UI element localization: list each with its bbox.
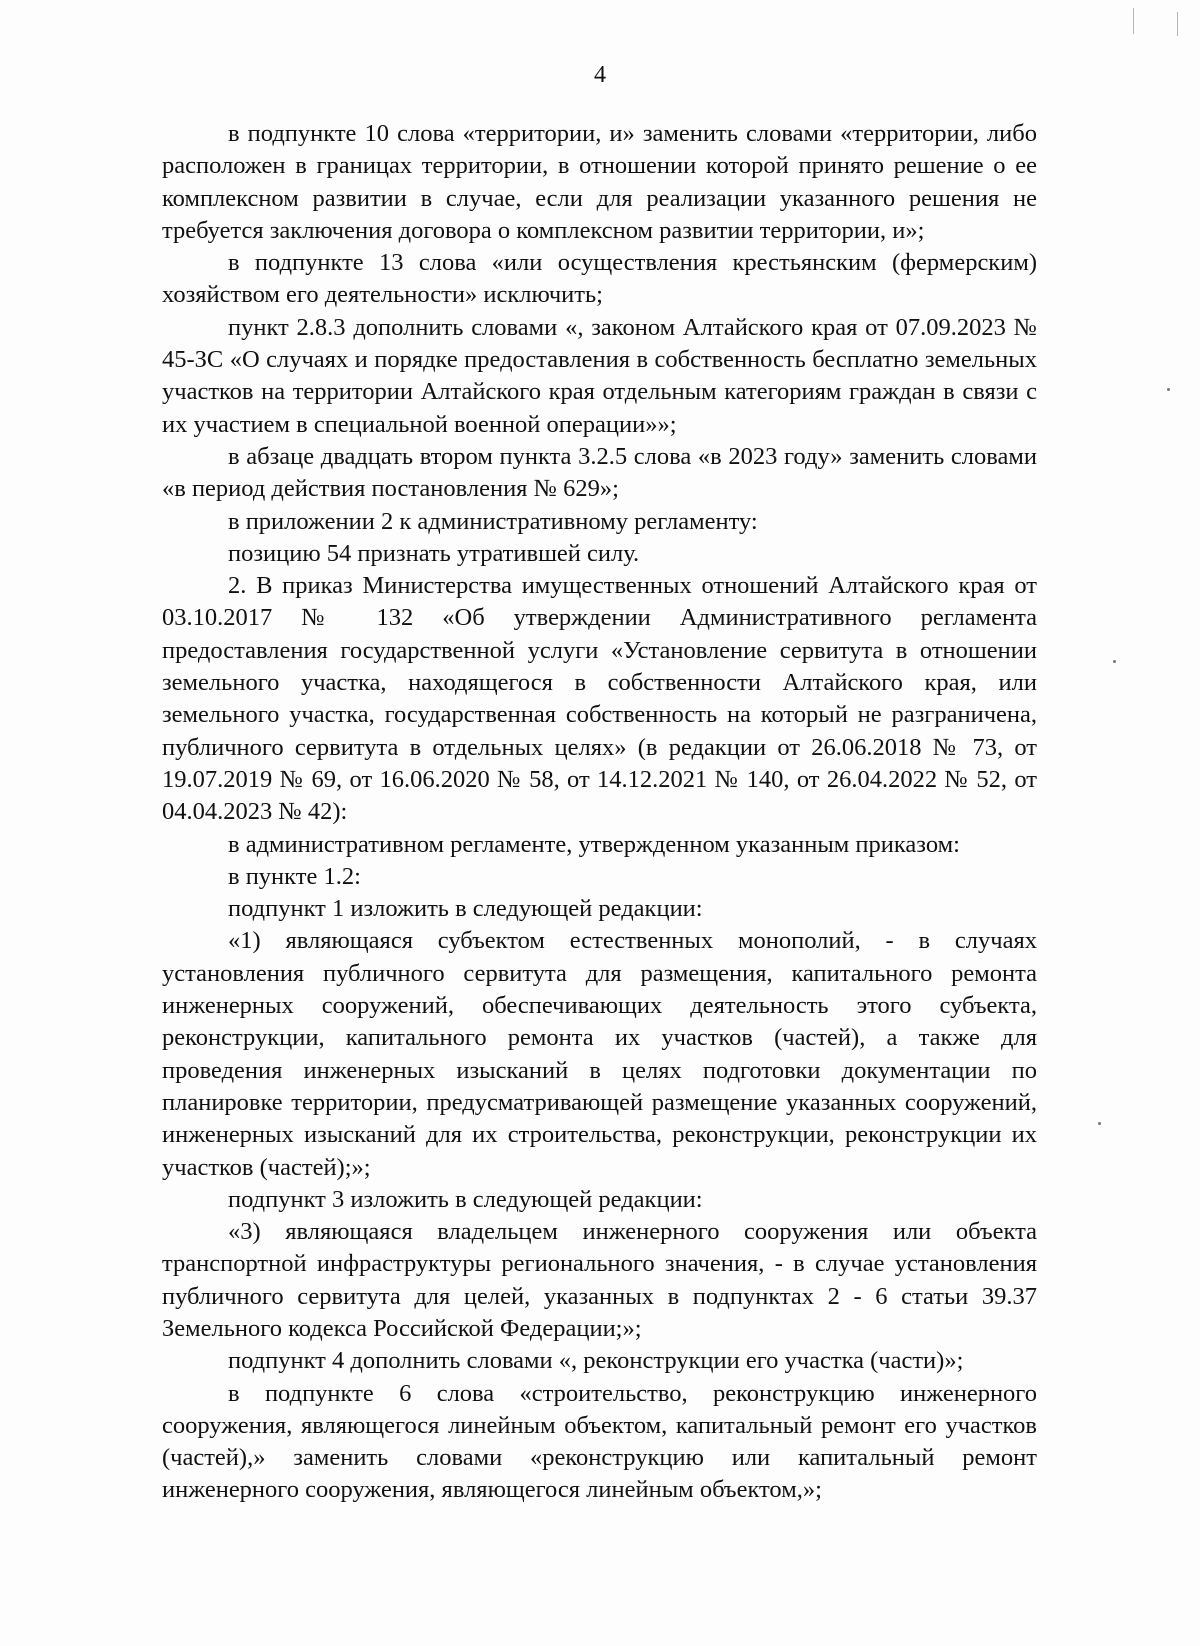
paragraph: пункт 2.8.3 дополнить словами «, законом Алтайского края от 07.09.2023 № 45-ЗС «О случаях и порядке предоставления в собственность бесплатно земельных участков на территории Алтайского края отдельным категориям граждан в связи с их участием в специальной военной операции»»; <box>162 313 1037 438</box>
page-number: 4 <box>594 62 606 88</box>
paragraph: подпункт 1 изложить в следующей редакции: <box>228 895 703 923</box>
paragraph: «3) являющаяся владельцем инженерного сооружения или объекта транспортной инфраструктуры регионального значения, - в случае установления публичного сервитута для целей, указанных в подпунктах 2 - 6 статьи 39.37 Земельного кодекса Российской Федерации;»; <box>162 1218 1037 1342</box>
paragraph: в административном регламенте, утвержденном указанным приказом: <box>228 830 960 858</box>
document-body <box>162 118 1037 1507</box>
paragraph: подпункт 4 дополнить словами «, реконструкции его участка (части)»; <box>228 1347 964 1375</box>
paragraph: 2. В приказ Министерства имущественных отношений Алтайского края от 03.10.2017 № 132 «Об утверждении Административного регламента предоставления государственной услуги «Установление сервитута в отношении земельного участка, находящегося в собственности Алтайского края, или земельного участка, государственная собственность на который не разграничена, публичного сервитута в отдельных целях» (в редакции от 26.06.2018 № 73, от 19.07.2019 № 69, от 16.06.2020 № 58, от 14.12.2021 № 140, от 26.04.2022 № 52, от 04.04.2023 № 42): <box>162 572 1037 826</box>
scan-artifact-line <box>1177 12 1178 36</box>
scan-artifact-line <box>1133 8 1134 34</box>
paragraph: подпункт 3 изложить в следующей редакции: <box>228 1185 703 1213</box>
paragraph: «1) являющаяся субъектом естественных монополий, - в случаях установления публичного сервитута для размещения, капитального ремонта инженерных сооружений, обеспечивающих деятельность этого субъекта, реконструкции, капитального ремонта их участков (частей), а также для проведения инженерных изысканий в целях подготовки документации по планировке территории, предусматривающей размещение указанных сооружений, инженерных изысканий для их строительства, реконструкции, реконструкции их участков (частей);»; <box>162 927 1037 1181</box>
paragraph: в пункте 1.2: <box>228 862 361 890</box>
paragraph: в подпункте 13 слова «или осуществления крестьянским (фермерским) хозяйством его деятельности» исключить; <box>162 249 1037 309</box>
paragraph: в подпункте 6 слова «строительство, реконструкцию инженерного сооружения, являющегося линейным объектом, капитальный ремонт его участков (частей),» заменить словами «реконструкцию или капитальный ремонт инженерного сооружения, являющегося линейным объектом,»; <box>162 1379 1037 1504</box>
paragraph: позицию 54 признать утратившей силу. <box>228 539 640 567</box>
scan-speck <box>1113 660 1116 663</box>
paragraph: в абзаце двадцать втором пункта 3.2.5 слова «в 2023 году» заменить словами «в период действия постановления № 629»; <box>162 442 1037 503</box>
scan-speck <box>1167 388 1170 391</box>
paragraph: в подпункте 10 слова «территории, и» заменить словами «территории, либо расположен в границах территории, в отношении которой принято решение о ее комплексном развитии в случае, если для реализации указанного решения не требуется заключения договора о комплексном развитии территории, и»; <box>162 120 1037 244</box>
paragraph: в приложении 2 к административному регламенту: <box>228 507 758 535</box>
scan-speck <box>1098 1122 1101 1125</box>
